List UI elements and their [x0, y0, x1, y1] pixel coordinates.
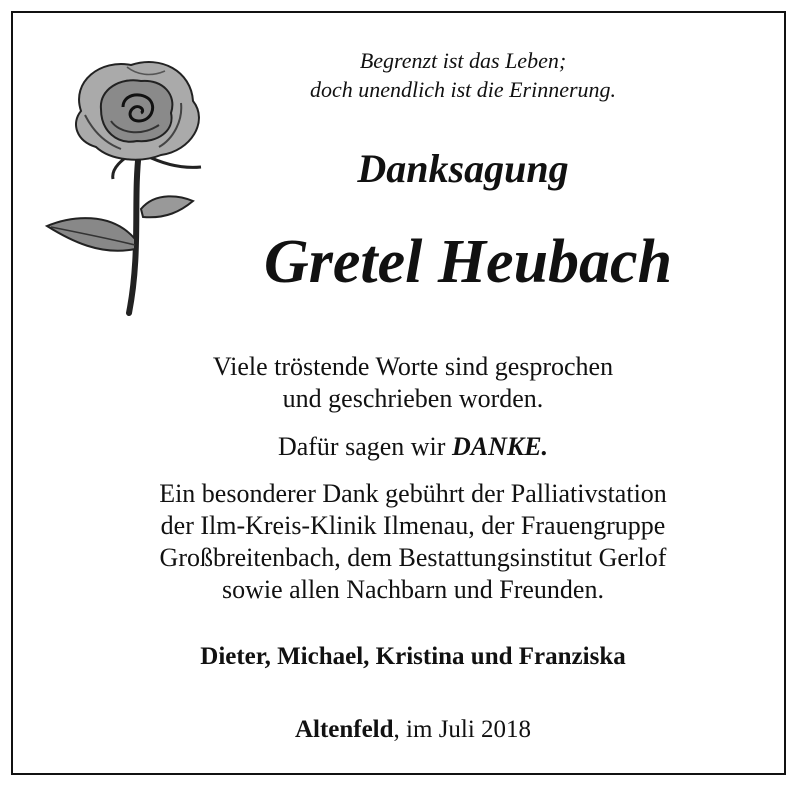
paragraph-1-line-1: Viele tröstende Worte sind gesprochen — [212, 352, 614, 381]
paragraph-2-prefix: Dafür sagen wir — [277, 432, 452, 461]
deceased-name: Gretel Heubach — [263, 228, 673, 296]
quote-line-1: Begrenzt ist das Leben; — [359, 48, 567, 73]
quote-line-2: doch unendlich ist die Erinnerung. — [309, 77, 617, 102]
memorial-quote — [253, 46, 673, 104]
paragraph-3-line-1: Ein besonderer Dank gebührt der Palliativstation — [159, 479, 667, 508]
signatories: Dieter, Michael, Kristina und Franziska — [200, 643, 626, 670]
paragraph-3-line-3: Großbreitenbach, dem Bestattungsinstitut Gerlof — [159, 543, 667, 572]
obituary-card — [11, 11, 786, 775]
paragraph-1 — [53, 351, 773, 415]
paragraph-2 — [53, 431, 773, 463]
place: Altenfeld — [294, 716, 394, 743]
paragraph-1-line-2: und geschrieben worden. — [282, 384, 544, 413]
date: , im Juli 2018 — [393, 716, 532, 743]
place-and-date — [53, 716, 773, 744]
paragraph-3-line-4: sowie allen Nachbarn und Freunden. — [222, 575, 604, 604]
danke-emphasis: DANKE. — [451, 432, 549, 461]
heading: Danksagung — [357, 146, 569, 191]
paragraph-3 — [53, 478, 773, 606]
paragraph-3-line-2: der Ilm-Kreis-Klinik Ilmenau, der Frauengruppe — [160, 511, 666, 540]
